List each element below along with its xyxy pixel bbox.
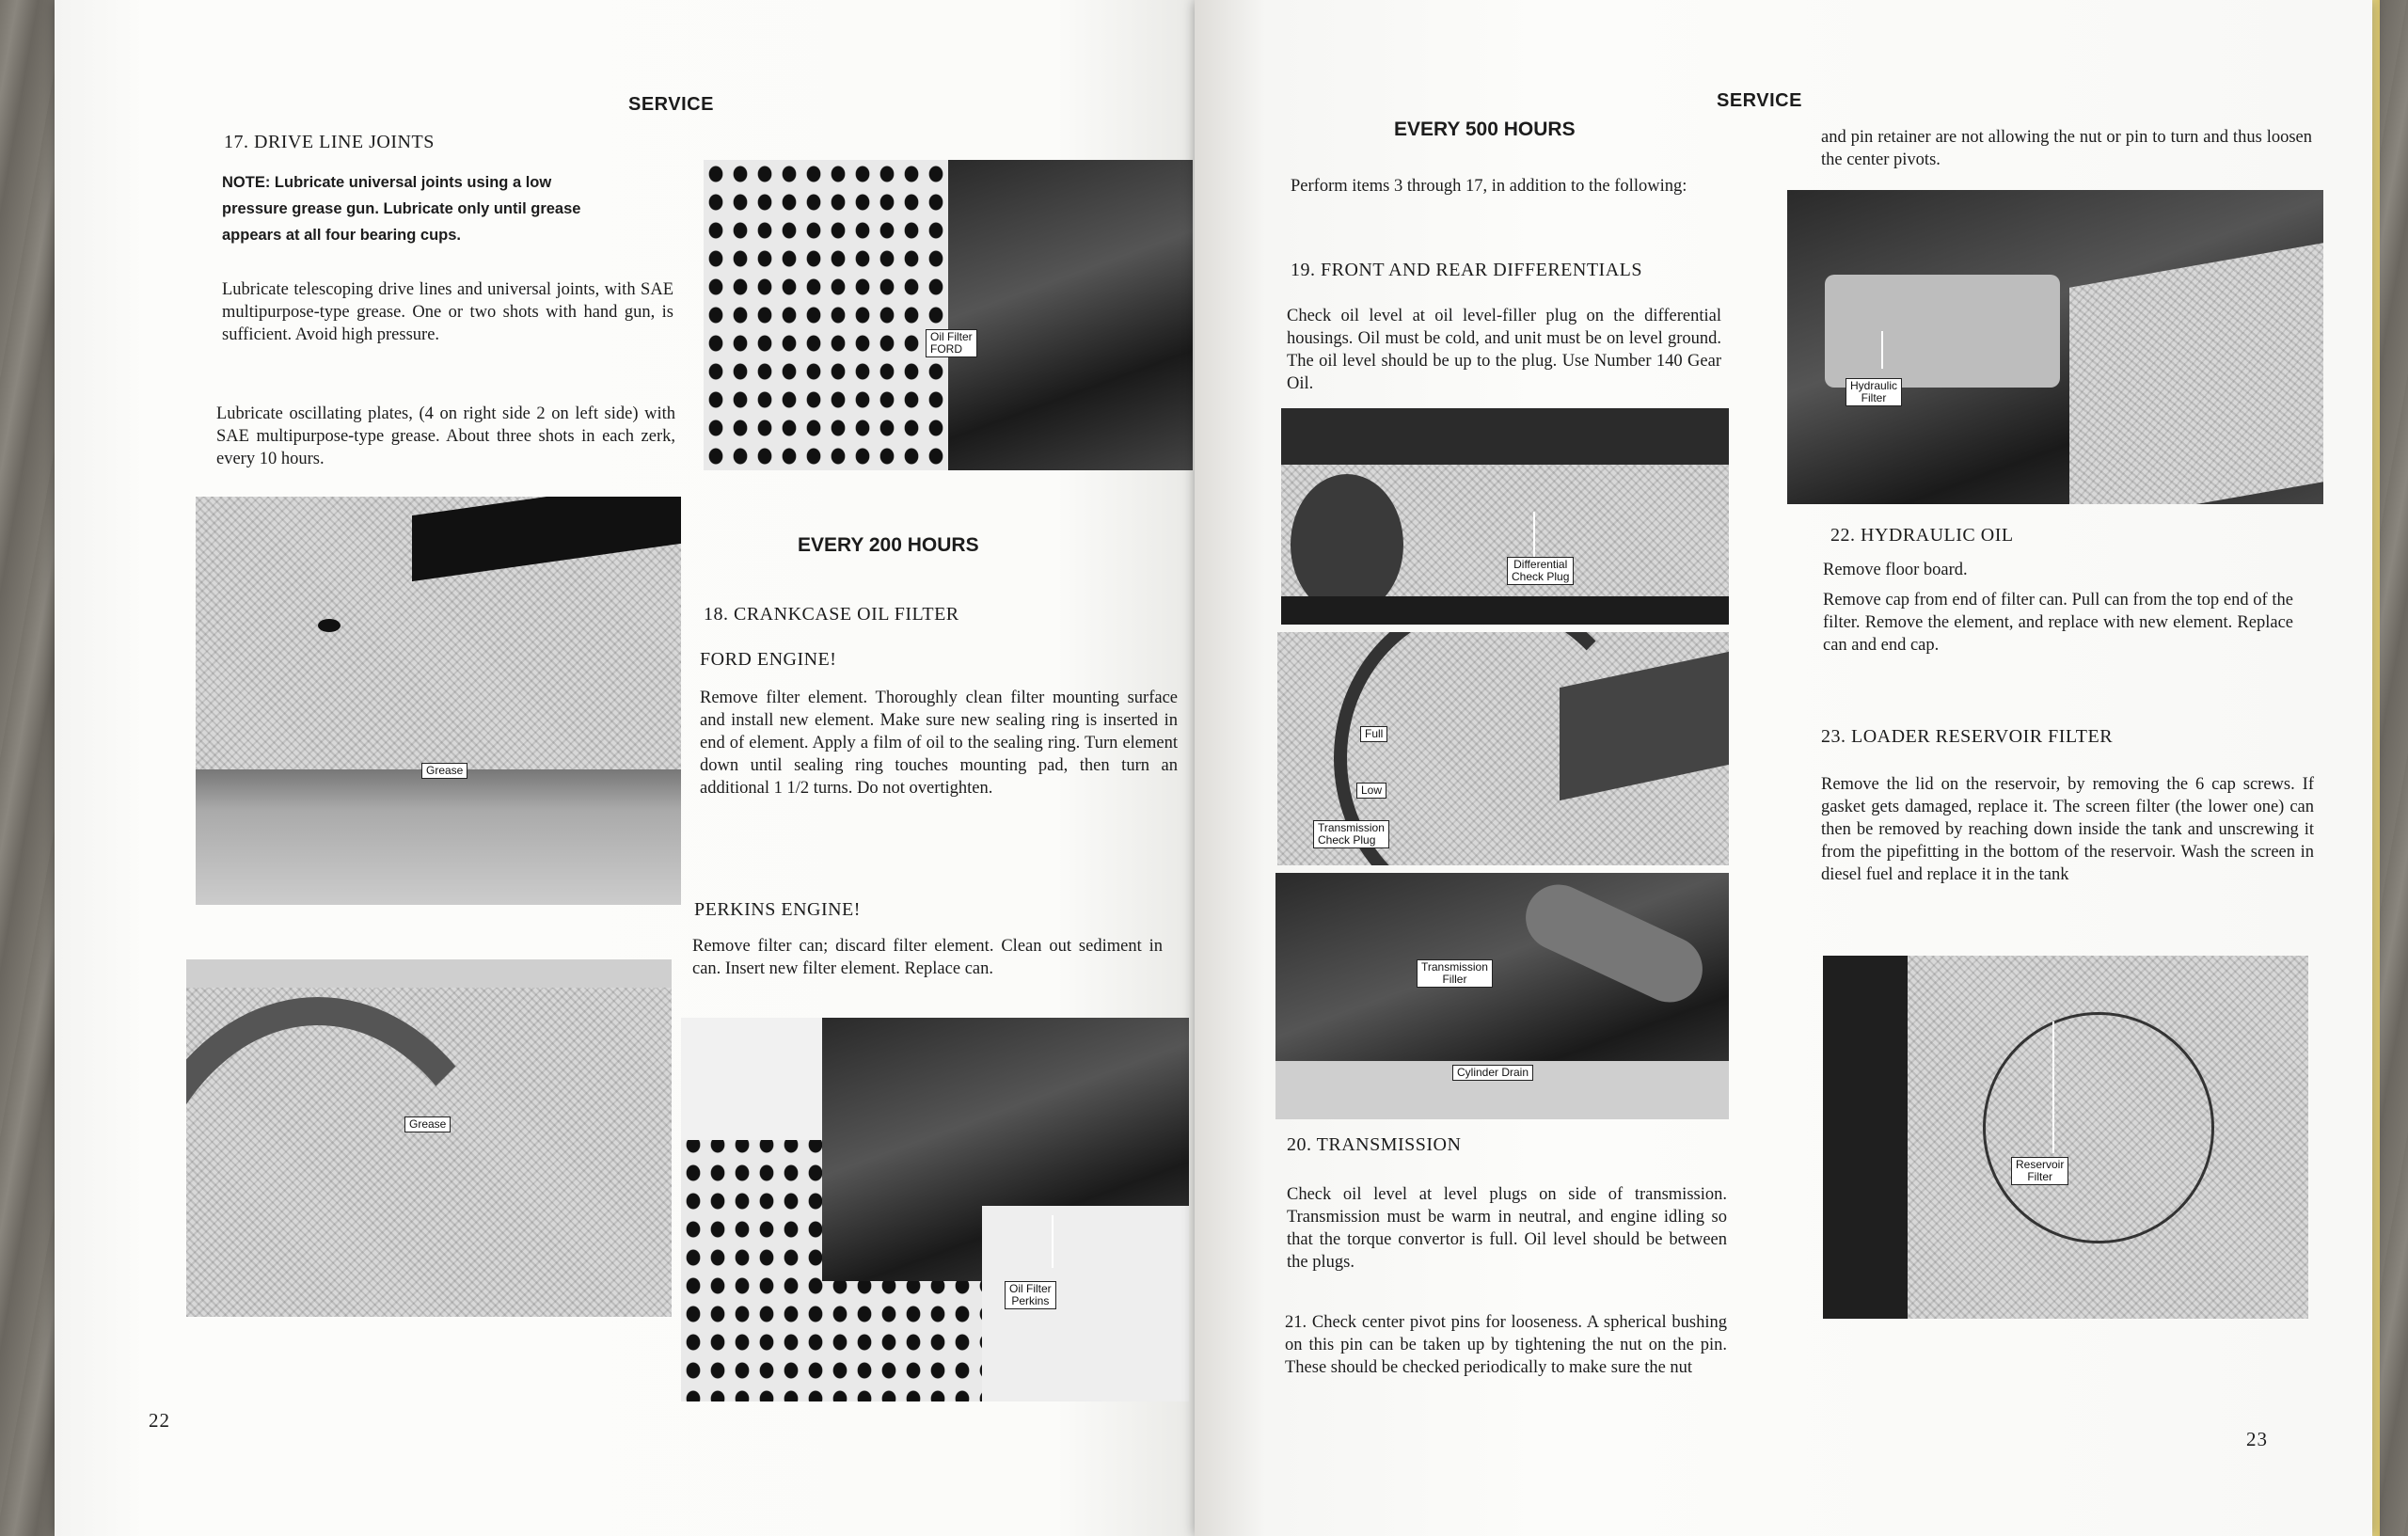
section-19-text: Check oil level at oil level-filler plug on the differential housings. Oil must be cold, and unit must be on level ground. The oil level should be up to the plug. Use Number 140 Gear Oil. xyxy=(1287,307,1721,393)
page-number-left: 22 xyxy=(149,1409,170,1432)
page-header: SERVICE xyxy=(628,94,714,115)
every-200-hours-heading: EVERY 200 HOURS xyxy=(798,534,979,556)
label-transmission-check-plug xyxy=(1313,820,1389,848)
section-21-text: 21. Check center pivot pins for looseness. A spherical bushing on this pin can be taken up by tightening the nut on the pin. These should be checked periodically to make sure the nut xyxy=(1285,1313,1727,1377)
label-line: Transmission xyxy=(1318,821,1385,834)
perkins-engine-heading: PERKINS ENGINE! xyxy=(694,899,861,920)
note-line-2: pressure grease gun. Lubricate only until grease xyxy=(222,200,581,217)
photo-transmission-filler xyxy=(1275,873,1729,1119)
label-differential-check-plug xyxy=(1507,557,1574,585)
page-number-right: 23 xyxy=(2246,1428,2268,1450)
photo-hydraulic-filter xyxy=(1787,190,2323,504)
label-hydraulic-filter xyxy=(1846,378,1902,406)
section-18-title: 18. CRANKCASE OIL FILTER xyxy=(704,604,959,625)
photo-reservoir-filter xyxy=(1823,956,2308,1319)
label-full: Full xyxy=(1360,726,1387,742)
label-line: Filler xyxy=(1442,973,1467,986)
label-reservoir-filter xyxy=(2011,1157,2068,1185)
label-oil-filter-ford xyxy=(926,329,977,357)
label-line: Differential xyxy=(1513,558,1568,571)
section-17-paragraph-2: Lubricate oscillating plates, (4 on right side 2 on left side) with SAE multipurpose-type grease. About three shots in each zerk, every 10 hours. xyxy=(216,404,675,468)
section-21-continued: and pin retainer are not allowing the nut or pin to turn and thus loosen the center pivots. xyxy=(1821,128,2312,169)
section-17-paragraph-1: Lubricate telescoping drive lines and universal joints, with SAE multipurpose-type grease. One or two shots with hand gun, is sufficient. Avoid high pressure. xyxy=(222,280,673,344)
section-17-note xyxy=(222,169,692,248)
label-transmission-filler xyxy=(1417,959,1493,988)
label-line: Filter xyxy=(1861,391,1887,404)
label-line: Reservoir xyxy=(2016,1158,2065,1171)
section-22-step-1: Remove floor board. xyxy=(1823,561,1968,579)
section-22-title: 22. HYDRAULIC OIL xyxy=(1830,525,2014,546)
every-500-hours-heading: EVERY 500 HOURS xyxy=(1394,119,1576,140)
section-19-title: 19. FRONT AND REAR DIFFERENTIALS xyxy=(1291,260,1642,280)
photo-oscillating-plate xyxy=(196,497,681,905)
note-line-1: NOTE: Lubricate universal joints using a low xyxy=(222,174,552,191)
perkins-engine-text: Remove filter can; discard filter element. Clean out sediment in can. Insert new filter element. Replace can. xyxy=(692,937,1163,978)
label-line: Hydraulic xyxy=(1850,379,1898,392)
label-line: FORD xyxy=(930,342,962,356)
label-line: Oil Filter xyxy=(1009,1282,1052,1295)
photo-ford-oil-filter xyxy=(704,160,1193,470)
note-line-3: appears at all four bearing cups. xyxy=(222,227,461,244)
label-grease-1: Grease xyxy=(421,763,467,779)
label-line: Check Plug xyxy=(1512,570,1570,583)
section-20-title: 20. TRANSMISSION xyxy=(1287,1134,1462,1155)
right-page xyxy=(1195,0,2372,1536)
label-low: Low xyxy=(1356,783,1386,799)
section-23-title: 23. LOADER RESERVOIR FILTER xyxy=(1821,726,2114,747)
page-header: SERVICE xyxy=(1717,90,1802,111)
label-cylinder-drain: Cylinder Drain xyxy=(1452,1065,1533,1081)
photo-transmission-check-plug xyxy=(1277,632,1729,865)
label-line: Check Plug xyxy=(1318,833,1376,847)
section-20-text: Check oil level at level plugs on side of transmission. Transmission must be warm in neutral, and engine idling so that the torque convertor is full. Oil level should be between the plugs. xyxy=(1287,1185,1727,1272)
ford-engine-text: Remove filter element. Thoroughly clean filter mounting surface and install new element. Make sure new sealing ring is inserted in end of element. Apply a film of oil to the sealing ring. Turn element down until sealing ring touches mounting pad, then turn an additional 1 1/2 turns. Do not overtighten. xyxy=(700,689,1178,798)
label-grease-2: Grease xyxy=(404,1116,451,1132)
section-17-title: 17. DRIVE LINE JOINTS xyxy=(224,132,435,152)
section-22-step-2: Remove cap from end of filter can. Pull can from the top end of the filter. Remove the element, and replace with new element. Replace can and end cap. xyxy=(1823,591,2293,655)
photo-grease-fitting xyxy=(186,959,672,1317)
label-oil-filter-perkins xyxy=(1005,1281,1056,1309)
label-line: Transmission xyxy=(1421,960,1488,974)
label-line: Filter xyxy=(2027,1170,2053,1183)
left-page xyxy=(55,0,1195,1536)
photo-perkins-oil-filter xyxy=(681,1018,1189,1401)
every-500-intro: Perform items 3 through 17, in addition to the following: xyxy=(1291,177,1687,196)
label-line: Oil Filter xyxy=(930,330,973,343)
label-line: Perkins xyxy=(1011,1294,1050,1307)
photo-differential xyxy=(1281,408,1729,625)
section-23-text: Remove the lid on the reservoir, by removing the 6 cap screws. If gasket gets damaged, replace it. The screen filter (the lower one) can then be removed by reaching down inside the tank and unscrewing it from the pipefitting in the bottom of the reservoir. Wash the screen in diesel fuel and replace it in the tank xyxy=(1821,775,2314,884)
ford-engine-heading: FORD ENGINE! xyxy=(700,649,837,670)
